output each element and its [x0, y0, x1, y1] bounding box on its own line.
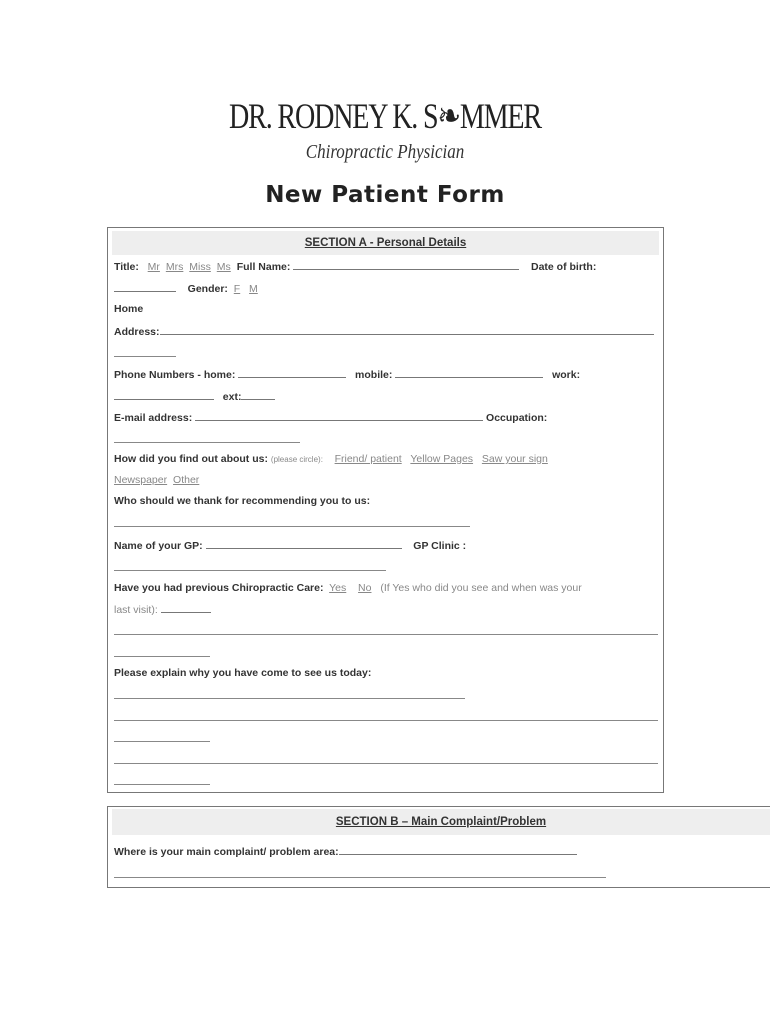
find-label: How did you find out about us: [114, 453, 268, 465]
explain-field-line-4[interactable] [114, 763, 658, 764]
find-row-2 [114, 473, 202, 487]
home-label [114, 302, 143, 316]
thank-row [114, 494, 370, 508]
previous-care-note: (If Yes who did you see and when was your [380, 582, 582, 594]
occupation-field[interactable] [114, 442, 300, 443]
find-option-sign[interactable]: Saw your sign [481, 453, 548, 465]
gender-option-f[interactable]: F [233, 283, 241, 295]
full-name-field[interactable] [293, 259, 519, 270]
mobile-field[interactable] [395, 367, 543, 378]
email-field[interactable] [195, 410, 483, 421]
gender-label: Gender: [187, 283, 228, 295]
title-option-miss[interactable]: Miss [189, 261, 211, 273]
last-visit-label: last visit): [114, 604, 158, 616]
full-name-label: Full Name: [236, 261, 291, 273]
section-b [107, 806, 770, 888]
email-label: E-mail address: [114, 412, 193, 424]
logo-name: DR. RODNEY K. S❧MMER [229, 96, 541, 136]
find-option-yellow-pages[interactable]: Yellow Pages [410, 453, 474, 465]
gp-clinic-label: GP Clinic : [413, 540, 467, 552]
logo-subtitle: Chiropractic Physician [305, 141, 465, 163]
address-field-cont[interactable] [114, 356, 176, 357]
phone-home-label: Phone Numbers - home: [114, 369, 236, 381]
ext-field[interactable] [241, 389, 275, 400]
explain-field-line-1[interactable] [114, 698, 465, 699]
work-field[interactable] [114, 389, 214, 400]
address-label: Address: [114, 326, 160, 338]
phone-home-field[interactable] [238, 367, 346, 378]
complaint-field-line-2[interactable] [114, 877, 606, 878]
section-a [107, 227, 664, 793]
home-label-text: Home [114, 303, 144, 315]
previous-care-row [114, 581, 582, 595]
section-b-heading: SECTION B – Main Complaint/Problem [112, 809, 770, 835]
gender-option-m[interactable]: M [249, 283, 258, 295]
title-option-mrs[interactable]: Mrs [165, 261, 184, 273]
address-field[interactable] [160, 324, 654, 335]
address-row [114, 324, 654, 339]
gp-row [114, 538, 466, 553]
title-option-mr[interactable]: Mr [147, 261, 160, 273]
thank-label: Who should we thank for recommending you to us: [114, 495, 371, 507]
find-row [114, 452, 551, 467]
complaint-field[interactable] [339, 844, 577, 855]
previous-care-yes[interactable]: Yes [329, 582, 347, 594]
ext-row [114, 389, 275, 404]
gender-row [114, 281, 261, 296]
work-label: work: [552, 369, 581, 381]
gp-field[interactable] [206, 538, 402, 549]
find-hint: (please circle): [270, 455, 323, 464]
dob-label: Date of birth: [530, 261, 597, 273]
last-visit-field-line-2[interactable] [114, 656, 210, 657]
phone-row [114, 367, 580, 382]
explain-label: Please explain why you have come to see us today: [114, 667, 372, 679]
title-label: Title: [114, 261, 139, 273]
gp-label: Name of your GP: [114, 540, 203, 552]
complaint-row [114, 844, 577, 859]
occupation-label: Occupation: [486, 412, 548, 424]
find-option-friend[interactable]: Friend/ patient [334, 453, 402, 465]
last-visit-field-line-1[interactable] [114, 634, 658, 635]
find-option-newspaper[interactable]: Newspaper [114, 474, 168, 486]
last-visit-field[interactable] [161, 602, 211, 613]
title-row [114, 259, 596, 274]
ext-label: ext: [222, 391, 242, 403]
find-option-other[interactable]: Other [173, 474, 200, 486]
complaint-label: Where is your main complaint/ problem area: [114, 846, 339, 858]
gp-clinic-field[interactable] [114, 570, 386, 571]
explain-field-line-2[interactable] [114, 720, 658, 721]
thank-field[interactable] [114, 526, 470, 527]
form-title: New Patient Form [265, 182, 505, 208]
title-option-ms[interactable]: Ms [216, 261, 231, 273]
last-visit-row [114, 602, 211, 617]
explain-field-line-3[interactable] [114, 741, 210, 742]
section-a-heading: SECTION A - Personal Details [112, 231, 659, 255]
mobile-label: mobile: [355, 369, 393, 381]
email-row [114, 410, 547, 425]
dob-field[interactable] [114, 281, 176, 292]
previous-care-no[interactable]: No [358, 582, 372, 594]
explain-row [114, 666, 371, 680]
explain-field-line-5[interactable] [114, 784, 210, 785]
previous-care-label: Have you had previous Chiropractic Care: [114, 582, 324, 594]
